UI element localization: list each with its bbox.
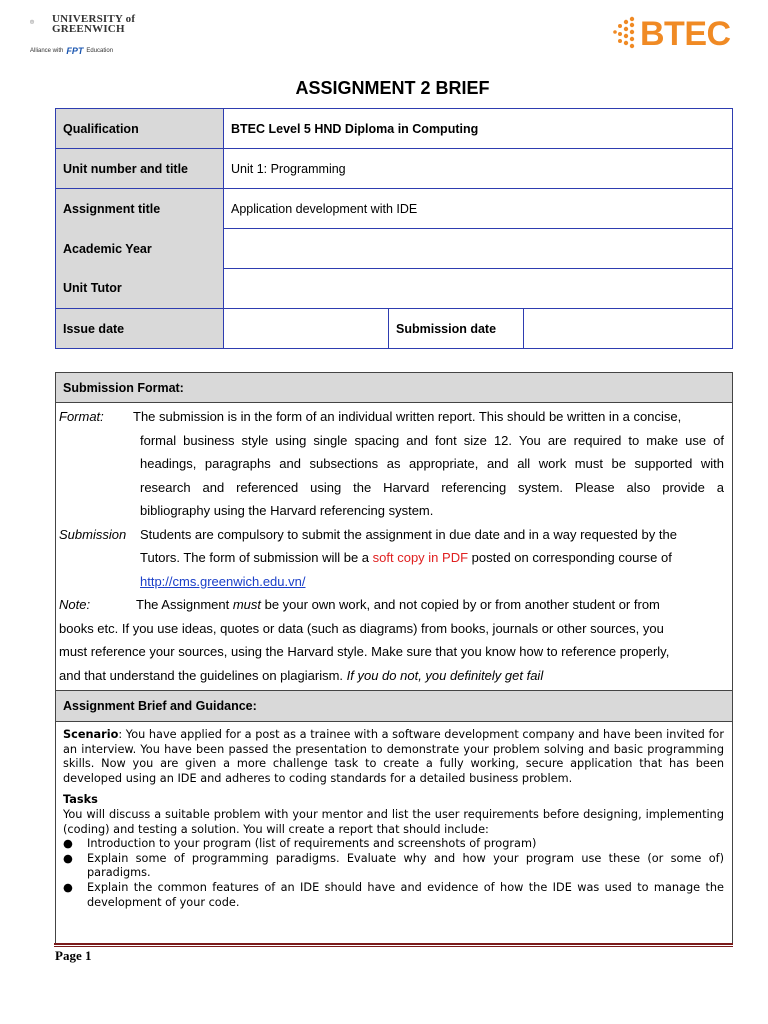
table-row <box>56 149 733 189</box>
brief-heading: Assignment Brief and Guidance: <box>56 690 732 722</box>
bullet-text: Explain the common features of an IDE should have and evidence of how the IDE was used to manage the development of your code. <box>87 880 724 909</box>
list-item <box>63 852 724 881</box>
bullet-icon: ● <box>63 880 73 894</box>
academic-year-label: Academic Year <box>56 229 224 269</box>
table-row <box>56 309 733 349</box>
note-text-2: books etc. If you use ideas, quotes or data (such as diagrams) from books, journals or other sources, you <box>59 620 664 636</box>
note-must: must <box>232 597 261 612</box>
submission-format-heading: Submission Format: <box>56 373 732 403</box>
submission-text-2a: Tutors. The form of submission will be a <box>140 550 373 565</box>
alliance-logo <box>30 46 113 56</box>
note-key: Note: <box>59 597 91 612</box>
unit-value: Unit 1: Programming <box>224 149 733 189</box>
academic-year-value <box>224 229 733 269</box>
submission-date-label: Submission date <box>389 309 524 349</box>
bullet-text: Explain some of programming paradigms. Evaluate why and how your program use these (or some of) paradigms. <box>87 851 724 880</box>
submission-text-2c: posted on corresponding course of <box>468 550 672 565</box>
btec-logo: BTEC <box>640 15 731 53</box>
note-text-4a: and that understand the guidelines on plagiarism. <box>59 667 347 683</box>
submission-link-row <box>59 570 724 594</box>
unit-label: Unit number and title <box>56 149 224 189</box>
note-text-4 <box>59 664 724 688</box>
scenario-text: : You have applied for a post as a trainee with a software development company and have been invited for an interview. You have been passed the presentation to demonstrate your problem solving and basic programming skills. Now you are given a more challenge task to create a fully working, secure application that has been developed using an IDE and adheres to coding standards for a detailed business problem. <box>63 728 724 785</box>
bullet-text: Introduction to your program (list of requirements and screenshots of program) <box>87 837 537 851</box>
note-text-3: must reference your sources, using the Harvard style. Make sure that you know how to reference properly, <box>59 644 670 659</box>
assignment-title-label: Assignment title <box>56 189 224 229</box>
note-text-1 <box>136 593 660 617</box>
btec-dots-icon <box>612 16 638 50</box>
issue-date-label: Issue date <box>56 309 224 349</box>
qualification-value: BTEC Level 5 HND Diploma in Computing <box>224 109 733 149</box>
submission-format-body <box>56 403 732 687</box>
submission-key: Submission <box>59 526 127 542</box>
brief-body <box>56 722 732 910</box>
footer-divider-thin <box>54 946 733 947</box>
bullet-icon: ● <box>63 837 73 851</box>
submission-text-1: Students are compulsory to submit the assignment in due date and in a way requested by the <box>140 526 677 542</box>
university-line2: GREENWICH <box>52 23 125 35</box>
fpt-logo: FPT <box>66 46 84 56</box>
page-title: ASSIGNMENT 2 BRIEF <box>295 78 490 98</box>
scenario-label: Scenario <box>63 728 119 741</box>
tasks-label: Tasks <box>63 793 98 807</box>
format-text-5: bibliography using the Harvard referencing system. <box>140 503 434 518</box>
footer-divider <box>54 943 733 945</box>
tasks-list <box>63 837 724 910</box>
table-row <box>56 109 733 149</box>
note-text-1a: The Assignment <box>136 597 233 612</box>
issue-date-value <box>224 309 389 349</box>
assignment-info-table <box>55 108 733 349</box>
university-crest-icon <box>30 12 52 36</box>
submission-text-2 <box>59 546 724 570</box>
university-line1: UNIVERSITY of <box>52 13 136 25</box>
alliance-suffix: Education <box>86 48 114 54</box>
table-row <box>56 229 733 269</box>
tasks-intro: You will discuss a suitable problem with your mentor and list the user requirements before designing, implementing (coding) and testing a solution. You will create a report that should include: <box>63 807 724 836</box>
assignment-title-value: Application development with IDE <box>224 189 733 229</box>
note-text-1c: be your own work, and not copied by or from another student or from <box>261 597 660 612</box>
format-text-1: The submission is in the form of an individual written report. This should be written in a concise, <box>133 409 682 424</box>
list-item <box>63 881 724 910</box>
table-row <box>56 269 733 309</box>
soft-copy-text: soft copy in PDF <box>372 550 469 565</box>
university-logo <box>52 14 135 34</box>
format-text-3: headings, paragraphs and subsections as appropriate, and all work must be supported with <box>140 456 724 471</box>
bullet-icon: ● <box>63 851 73 865</box>
format-key: Format: <box>59 409 104 424</box>
format-text-4: research and referenced using the Harvard referencing system. Please also provide a <box>140 479 724 495</box>
qualification-label: Qualification <box>56 109 224 149</box>
unit-tutor-label: Unit Tutor <box>56 269 224 309</box>
alliance-prefix: Alliance with <box>30 48 64 54</box>
unit-tutor-value <box>224 269 733 309</box>
submission-box <box>55 372 733 945</box>
table-row <box>56 189 733 229</box>
list-item <box>63 837 724 852</box>
note-fail-warning: If you do not, you definitely get fail <box>346 667 544 683</box>
submission-date-value <box>524 309 733 349</box>
cms-link[interactable]: http://cms.greenwich.edu.vn/ <box>140 573 306 589</box>
format-text-2: formal business style using single spacing and font size 12. You are required to make use of <box>140 432 724 448</box>
page-number: Page 1 <box>55 948 92 963</box>
